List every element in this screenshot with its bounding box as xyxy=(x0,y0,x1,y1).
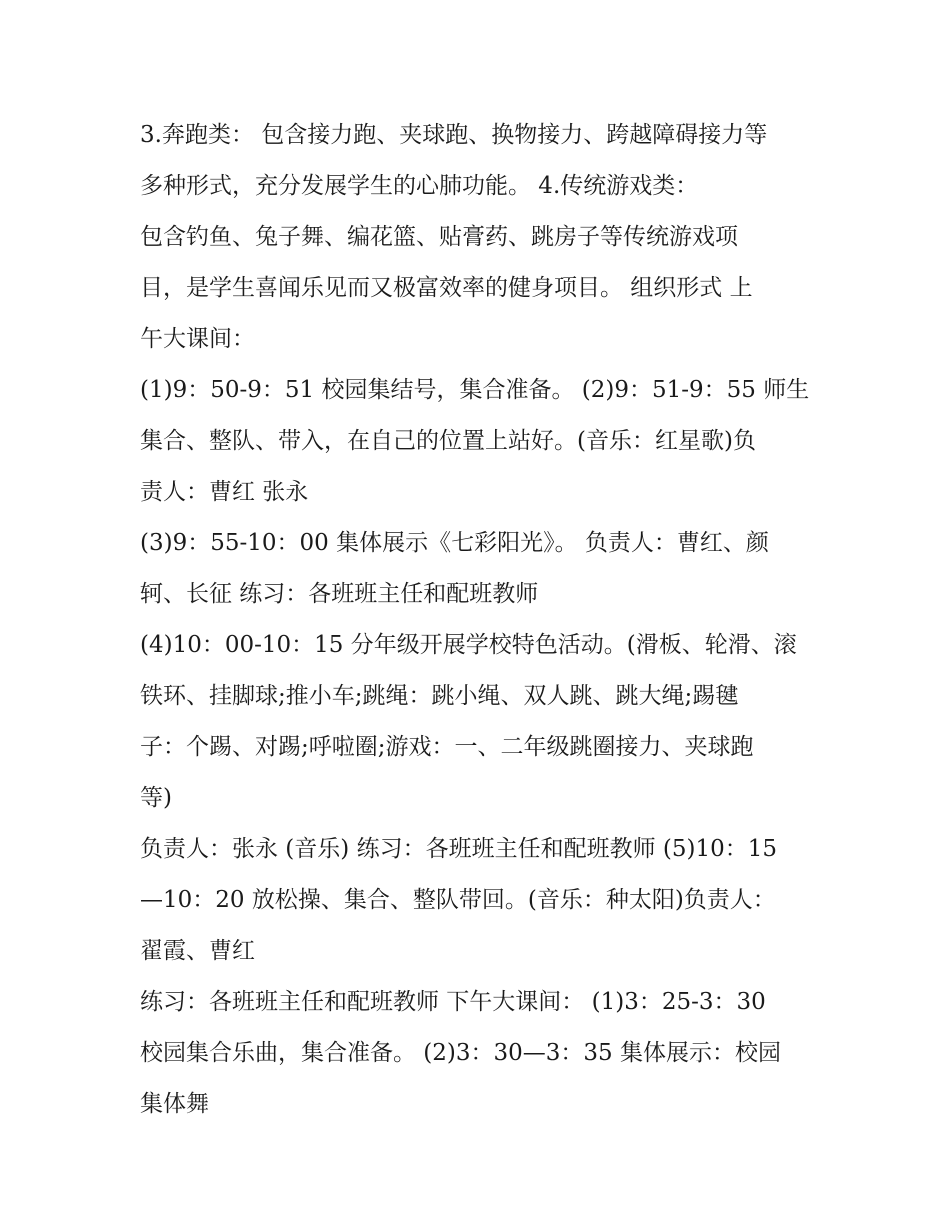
text-line: 铁环、挂脚球;推小车;跳绳：跳小绳、双人跳、跳大绳;踢毽 xyxy=(140,683,739,709)
text-line: —10：20 放松操、集合、整队带回。(音乐：种太阳)负责人： xyxy=(140,887,776,913)
text-line: 责人：曹红 张永 xyxy=(140,479,309,505)
text-line: 练习：各班班主任和配班教师 下午大课间： (1)3：25-3：30 xyxy=(140,989,766,1015)
text-line: 包含钓鱼、兔子舞、编花篮、贴膏药、跳房子等传统游戏项 xyxy=(140,224,738,250)
text-line: 子：个踢、对踢;呼啦圈;游戏：一、二年级跳圈接力、夹球跑 xyxy=(140,734,754,760)
text-line: 翟霞、曹红 xyxy=(140,938,255,964)
text-line: 校园集合乐曲，集合准备。 (2)3：30—3：35 集体展示：校园 xyxy=(140,1040,782,1066)
text-line: 3.奔跑类： 包含接力跑、夹球跑、换物接力、跨越障碍接力等 xyxy=(140,122,768,148)
text-line: (3)9：55-10：00 集体展示《七彩阳光》。 负责人：曹红、颜 xyxy=(140,530,769,556)
text-line: 目，是学生喜闻乐见而又极富效率的健身项目。 组织形式 上 xyxy=(140,275,753,301)
document-body-text xyxy=(140,110,820,1130)
text-line: (1)9：50-9：51 校园集结号，集合准备。 (2)9：51-9：55 师生 xyxy=(140,377,810,403)
text-line: 集体舞 xyxy=(140,1091,209,1117)
text-line: 午大课间： xyxy=(140,326,255,352)
text-line: 负责人：张永 (音乐) 练习：各班班主任和配班教师 (5)10：15 xyxy=(140,836,777,862)
text-line: 等) xyxy=(140,785,172,811)
text-line: (4)10：00-10：15 分年级开展学校特色活动。(滑板、轮滑、滚 xyxy=(140,632,797,658)
text-line: 集合、整队、带入，在自己的位置上站好。(音乐：红星歌)负 xyxy=(140,428,756,454)
text-line: 轲、长征 练习：各班班主任和配班教师 xyxy=(140,581,539,607)
text-line: 多种形式，充分发展学生的心肺功能。 4.传统游戏类： xyxy=(140,173,699,199)
